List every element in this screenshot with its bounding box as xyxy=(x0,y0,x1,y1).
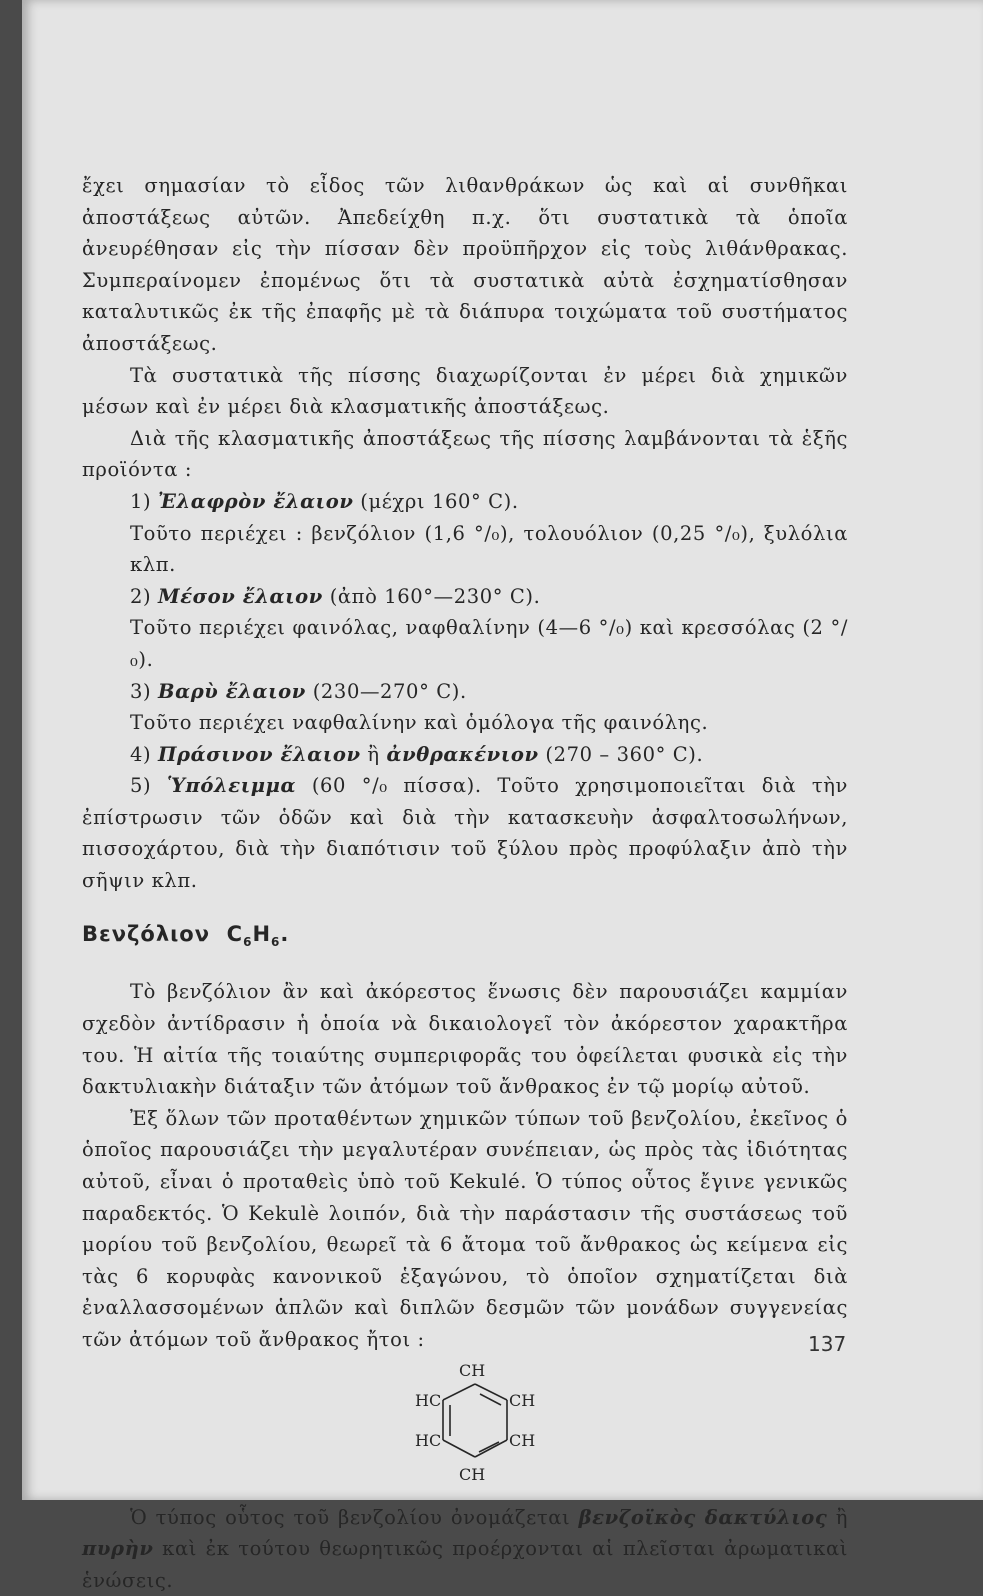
formula-label-lower-right: CH xyxy=(509,1430,536,1450)
formula-label-top: CH xyxy=(459,1360,486,1380)
note-light-oil: Τοῦτο περιέχει : βενζόλιον (1,6 °/₀), τολουόλιον (0,25 °/₀), ξυλόλια κλπ. xyxy=(130,521,848,577)
paragraph-benzene-reactivity: Τὸ βενζόλιον ἂν καὶ ἀκόρεστος ἕνωσις δὲν παρουσιάζει καμμίαν σχεδὸν ἀντίδρασιν ἡ ὁποία νὰ δικαιολογεῖ τὸν ἀκόρεστον χαρακτῆρα του. Ἡ αἰτία τῆς τοιαύτης συμπεριφορᾶς του ὀφείλεται φυσικὰ εἰς τὴν δακτυλιακὴν διάταξιν τῶν ἀτόμων τοῦ ἄνθρακος ἐν τῷ μορίῳ αὐτοῦ. xyxy=(82,980,848,1099)
list-item-light-oil: 1) Ἐλαφρὸν ἔλαιον (μέχρι 160° C). xyxy=(130,489,519,513)
list-item-residue: 5) Ὑπόλειμμα (60 °/₀ πίσσα). Τοῦτο χρησιμοποιεῖται διὰ τὴν ἐπίστρωσιν τῶν ὁδῶν καὶ διὰ τὴν κατασκευὴν ἀσφαλτοσωλήνων, πισσοχάρτου, διὰ τὴν διαπότισιν τοῦ ξύλου πρὸς προφύλαξιν ἀπὸ τὴν σῆψιν κλπ. xyxy=(82,774,848,893)
term-residue: Ὑπόλειμμα xyxy=(166,774,297,798)
note-middle-oil: Τοῦτο περιέχει φαινόλας, ναφθαλίνην (4—6 °/₀) καὶ κρεσσόλας (2 °/₀). xyxy=(130,616,848,671)
term-anthracene: ἀνθρακένιον xyxy=(386,742,539,766)
page-text xyxy=(82,170,848,1596)
term-middle-oil: Μέσον ἔλαιον xyxy=(158,584,323,608)
formula-label-bottom: CH xyxy=(459,1464,486,1484)
paragraph-kekule: Ἐξ ὅλων τῶν προταθέντων χημικῶν τύπων τοῦ βενζολίου, ἐκεῖνος ὁ ὁποῖος παρουσιάζει τὴν μεγαλυτέραν συνέπειαν, ὡς πρὸς τὰς ἰδιότητας αὐτοῦ, εἶναι ὁ προταθεὶς ὑπὸ τοῦ Kekulé. Ὁ τύπος οὗτος ἔγινε γενικῶς παραδεκτός. Ὁ Kekulè λοιπόν, διὰ τὴν παράστασιν τῆς συστάσεως τοῦ μορίου τοῦ βενζολίου, θεωρεῖ τὰ 6 ἄτομα τοῦ ἄνθρακος ὡς κείμενα εἰς τὰς 6 κορυφὰς κανονικοῦ ἑξαγώνου, τὸ ὁποῖον σχηματίζεται διὰ ἐναλλασσομένων ἁπλῶν καὶ διπλῶν δεσμῶν τῶν μονάδων συγγενείας τῶν ἀτόμων τοῦ ἄνθρακος ἤτοι : xyxy=(82,1106,848,1351)
section-heading-benzene: Βενζόλιον $C_6H_6$. xyxy=(82,921,290,949)
formula-label-upper-right: CH xyxy=(509,1390,536,1410)
list-item-heavy-oil: 3) Βαρὺ ἔλαιον (230—270° C). xyxy=(130,679,467,703)
page-number: 137 xyxy=(808,1332,847,1356)
note-heavy-oil: Τοῦτο περιέχει ναφθαλίνην καὶ ὁμόλογα τῆς φαινόλης. xyxy=(130,711,709,735)
term-heavy-oil: Βαρὺ ἔλαιον xyxy=(158,679,306,703)
term-green-oil: Πράσινον ἔλαιον xyxy=(158,742,361,766)
paragraph-benzoic-ring: Ὁ τύπος οὗτος τοῦ βενζολίου ὀνομάζεται βενζοϊκὸς δακτύλιος ἢ πυρὴν καὶ ἐκ τούτου θεωρητικῶς προέρχονται αἱ πλεῖσται ἀρωματικαὶ ἑνώσεις. xyxy=(82,1505,848,1592)
formula-label-lower-left: HC xyxy=(415,1430,442,1450)
benzene-structural-formula xyxy=(395,1362,555,1492)
term-nucleus: πυρὴν xyxy=(82,1537,154,1561)
formula-label-upper-left: HC xyxy=(415,1390,442,1410)
list-item-green-oil: 4) Πράσινον ἔλαιον ἢ ἀνθρακένιον (270 – 360° C). xyxy=(130,742,704,766)
paragraph-distillation-intro: Διὰ τῆς κλασματικῆς ἀποστάξεως τῆς πίσσης λαμβάνονται τὰ ἑξῆς προϊόντα : xyxy=(82,426,848,482)
list-item-middle-oil: 2) Μέσον ἔλαιον (ἀπὸ 160°—230° C). xyxy=(130,584,541,608)
term-light-oil: Ἐλαφρὸν ἔλαιον xyxy=(158,489,354,513)
term-benzoic-ring: βενζοϊκὸς δακτύλιος xyxy=(578,1505,828,1529)
paragraph-separation: Τὰ συστατικὰ τῆς πίσσης διαχωρίζονται ἐν μέρει διὰ χημικῶν μέσων καὶ ἐν μέρει διὰ κλασματικῆς ἀποστάξεως. xyxy=(82,363,848,419)
book-page xyxy=(22,0,983,1592)
paragraph-pitch-origin: ἔχει σημασίαν τὸ εἶδος τῶν λιθανθράκων ὡς καὶ αἱ συνθῆκαι ἀποστάξεως αὐτῶν. Ἀπεδείχθη π.χ. ὅτι συστατικὰ τὰ ὁποῖα ἀνευρέθησαν εἰς τὴν πίσσαν δὲν προϋπῆρχον εἰς τοὺς λιθάνθρακας. Συμπεραίνομεν ἐπομένως ὅτι τὰ συστατικὰ αὐτὰ ἐσχηματίσθησαν καταλυτικῶς ἐκ τῆς ἐπαφῆς μὲ τὰ διάπυρα τοιχώματα τοῦ συστήματος ἀποστάξεως. xyxy=(82,174,848,355)
